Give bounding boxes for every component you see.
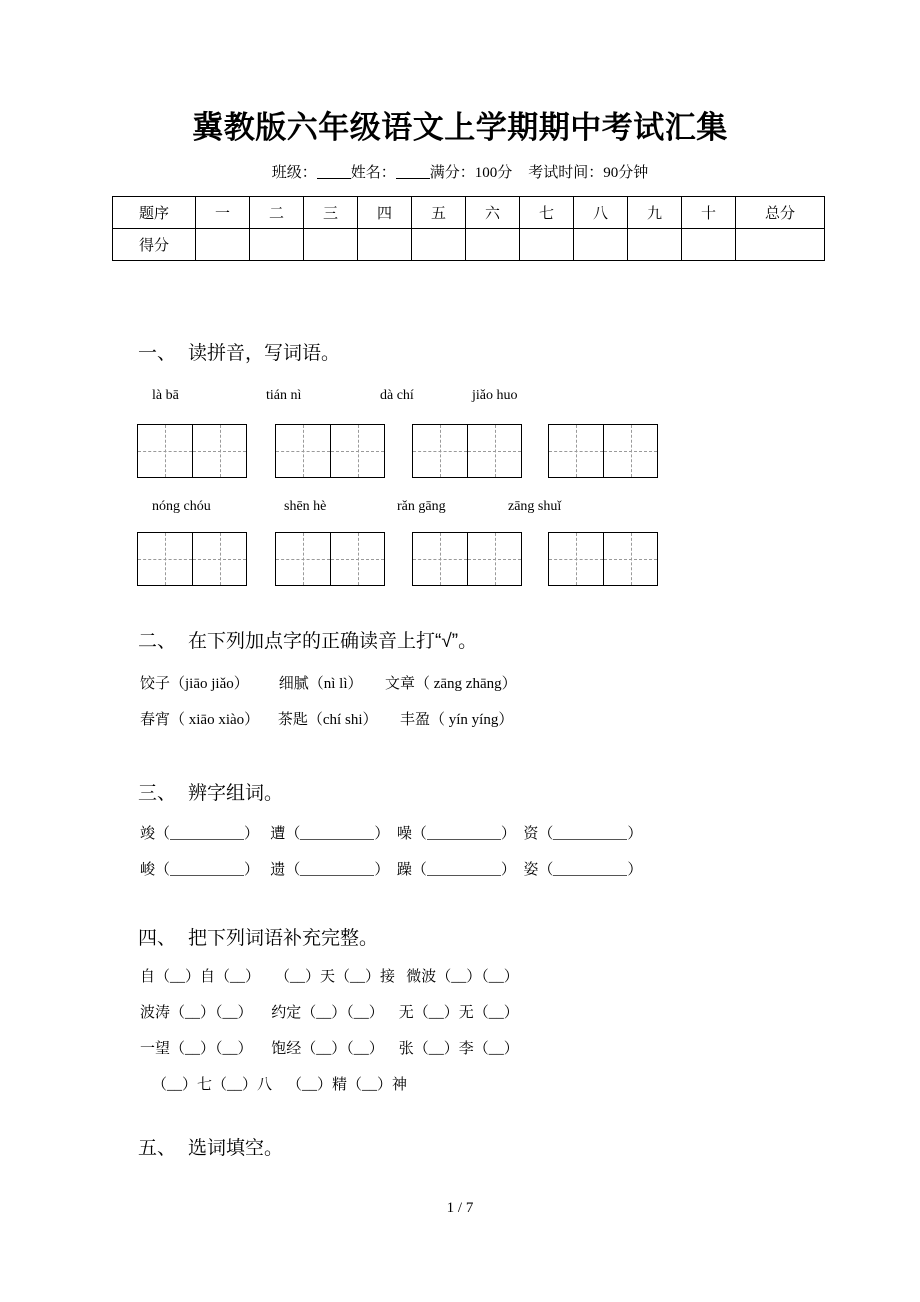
row-header-score: 得分 [113, 229, 196, 261]
tianzige-cell[interactable] [330, 533, 384, 585]
row-header-label: 题序 [113, 197, 196, 229]
idiom-item-2-2[interactable]: 约定（__）（__） [271, 1005, 384, 1021]
column-header-4: 四 [358, 197, 412, 229]
tianzige-cell[interactable] [413, 425, 467, 477]
tianzige-cell[interactable] [413, 533, 467, 585]
idiom-item-3-2[interactable]: 饱经（__）（__） [271, 1041, 384, 1057]
pronunciation-line-2[interactable]: 春宵（ xiāo xiào） 茶匙（chí shi） 丰盈（ yín yíng） [140, 712, 514, 728]
section-title-2: 在下列加点字的正确读音上打“√”。 [188, 631, 478, 652]
idiom-row-2[interactable] [140, 1001, 519, 1025]
tianzige-group-1-3[interactable] [412, 424, 522, 478]
char-answer-blank[interactable] [553, 826, 627, 840]
char-prompt-1-3: 噪 [396, 826, 412, 842]
score-cell-6[interactable] [466, 229, 520, 261]
char-answer-blank[interactable] [553, 862, 627, 876]
page-number: 1 / 7 [446, 1200, 474, 1216]
tianzige-group-2-2[interactable] [275, 532, 385, 586]
full-score-label: 满分： [429, 165, 475, 181]
section-heading-5 [138, 1135, 283, 1163]
idiom-item-2-1[interactable]: 波涛（__）（__） [140, 1005, 253, 1021]
full-score-value: 100分 [474, 165, 513, 181]
pinyin-row-1 [0, 386, 920, 408]
char-answer-blank[interactable] [170, 862, 244, 876]
score-cell-total[interactable] [736, 229, 825, 261]
char-prompt-2-3: 躁 [396, 862, 412, 878]
pinyin-row-2 [0, 497, 920, 519]
class-blank[interactable] [317, 164, 351, 179]
char-prompt-1-2: 遭 [270, 826, 286, 842]
pronunciation-line-1[interactable]: 饺子（jiāo jiǎo） 细腻（nì lì） 文章（ zāng zhāng） [140, 676, 517, 692]
tianzige-group-1-4[interactable] [548, 424, 658, 478]
name-label: 姓名： [350, 165, 396, 181]
score-cell-4[interactable] [358, 229, 412, 261]
column-header-3: 三 [304, 197, 358, 229]
section-index-3: 三、 [138, 783, 177, 804]
tianzige-cell[interactable] [603, 425, 657, 477]
exam-time-value: 90分钟 [603, 165, 649, 181]
tianzige-cell[interactable] [549, 533, 603, 585]
idiom-row-3[interactable] [140, 1037, 519, 1061]
tianzige-cell[interactable] [276, 533, 330, 585]
char-prompt-1-1: 竣 [140, 826, 156, 842]
pinyin-label-1-1: là bā [152, 388, 179, 403]
score-cell-7[interactable] [520, 229, 574, 261]
char-word-row-1: 竣（ ） 遭（ ） 噪（ ） 资（ ） [140, 826, 643, 842]
char-answer-blank[interactable] [300, 826, 374, 840]
column-header-9: 九 [628, 197, 682, 229]
idiom-item-1-3[interactable]: 微波（__）（__） [406, 969, 519, 985]
section-title-1: 读拼音，写词语。 [188, 343, 341, 364]
column-header-10: 十 [682, 197, 736, 229]
idiom-item-1-2[interactable]: （__）天（__）接 [275, 969, 396, 985]
pinyin-label-2-3: rǎn gāng [397, 499, 446, 514]
column-header-7: 七 [520, 197, 574, 229]
page-title: 冀教版六年级语文上学期期中考试汇集 [192, 110, 728, 145]
score-cell-10[interactable] [682, 229, 736, 261]
idiom-item-2-3[interactable]: 无（__）无（__） [398, 1005, 519, 1021]
section-index-2: 二、 [138, 631, 177, 652]
section-title-5: 选词填空。 [188, 1138, 284, 1159]
class-label: 班级： [271, 165, 317, 181]
pinyin-label-2-2: shēn hè [284, 499, 327, 514]
char-answer-blank[interactable] [427, 862, 501, 876]
char-answer-blank[interactable] [170, 826, 244, 840]
column-header-8: 八 [574, 197, 628, 229]
idiom-item-1-1[interactable]: 自（__）自（__） [140, 969, 261, 985]
column-header-6: 六 [466, 197, 520, 229]
section-index-4: 四、 [138, 928, 177, 949]
char-answer-blank[interactable] [300, 862, 374, 876]
pinyin-label-1-2: tián nì [266, 388, 302, 403]
score-cell-9[interactable] [628, 229, 682, 261]
tianzige-group-2-4[interactable] [548, 532, 658, 586]
tianzige-cell[interactable] [467, 425, 521, 477]
section-index-5: 五、 [138, 1138, 177, 1159]
name-blank[interactable] [396, 164, 430, 179]
char-answer-blank[interactable] [427, 826, 501, 840]
tianzige-cell[interactable] [276, 425, 330, 477]
exam-meta-line [0, 162, 920, 184]
idiom-row-4[interactable] [152, 1073, 407, 1097]
char-prompt-2-4: 姿 [523, 862, 539, 878]
char-word-row-2: 峻（ ） 遗（ ） 躁（ ） 姿（ ） [140, 862, 643, 878]
score-cell-8[interactable] [574, 229, 628, 261]
score-cell-1[interactable] [196, 229, 250, 261]
table-row-score [113, 229, 825, 261]
pinyin-label-2-4: zāng shuǐ [508, 499, 562, 514]
section-heading-1 [138, 340, 340, 368]
tianzige-cell[interactable] [467, 533, 521, 585]
section-index-1: 一、 [138, 343, 177, 364]
score-cell-5[interactable] [412, 229, 466, 261]
pinyin-label-1-4: jiǎo huo [472, 388, 518, 403]
pinyin-label-2-1: nóng chóu [152, 499, 211, 514]
score-table [112, 196, 825, 261]
tianzige-cell[interactable] [138, 533, 192, 585]
tianzige-row-2 [0, 532, 920, 588]
char-prompt-1-4: 资 [523, 826, 539, 842]
tianzige-row-1 [0, 424, 920, 480]
pinyin-label-1-3: dà chí [380, 388, 414, 403]
tianzige-group-2-1[interactable] [137, 532, 247, 586]
score-cell-2[interactable] [250, 229, 304, 261]
char-prompt-2-1: 峻 [140, 862, 156, 878]
tianzige-group-1-2[interactable] [275, 424, 385, 478]
tianzige-cell[interactable] [603, 533, 657, 585]
tianzige-cell[interactable] [192, 533, 246, 585]
tianzige-cell[interactable] [330, 425, 384, 477]
table-row-header [113, 197, 825, 229]
column-header-5: 五 [412, 197, 466, 229]
idiom-item-4-1[interactable]: （__）七（__）八 [152, 1077, 273, 1093]
tianzige-cell[interactable] [192, 425, 246, 477]
score-cell-3[interactable] [304, 229, 358, 261]
column-header-2: 二 [250, 197, 304, 229]
char-prompt-2-2: 遗 [270, 862, 286, 878]
tianzige-group-1-1[interactable] [137, 424, 247, 478]
tianzige-group-2-3[interactable] [412, 532, 522, 586]
tianzige-cell[interactable] [138, 425, 192, 477]
idiom-item-4-2[interactable]: （__）精（__）神 [287, 1077, 408, 1093]
column-header-1: 一 [196, 197, 250, 229]
section-heading-3 [138, 780, 283, 808]
section-heading-4 [138, 925, 378, 953]
idiom-row-1[interactable] [140, 965, 519, 989]
idiom-item-3-1[interactable]: 一望（__）（__） [140, 1041, 253, 1057]
section-heading-2 [138, 628, 477, 656]
section-title-4: 把下列词语补充完整。 [188, 928, 379, 949]
idiom-item-3-3[interactable]: 张（__）李（__） [398, 1041, 519, 1057]
column-header-total: 总分 [736, 197, 825, 229]
exam-time-label: 考试时间： [528, 165, 604, 181]
tianzige-cell[interactable] [549, 425, 603, 477]
section-title-3: 辨字组词。 [188, 783, 284, 804]
